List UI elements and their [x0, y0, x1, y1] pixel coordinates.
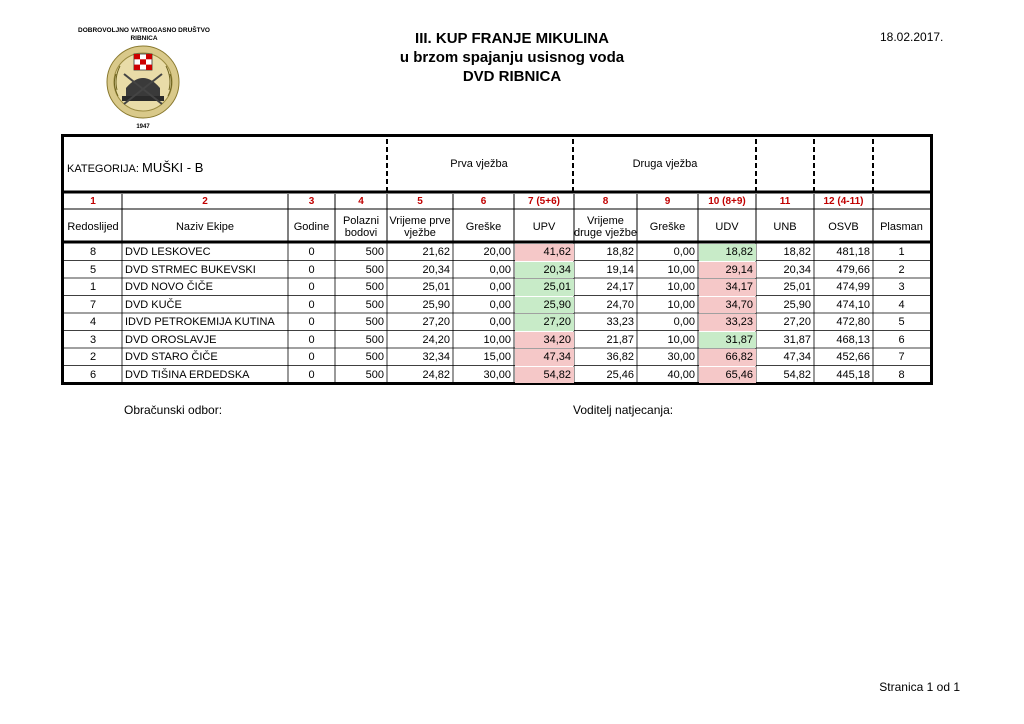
table-cell: 30,00 [483, 368, 511, 381]
table-cell: 500 [365, 333, 384, 346]
team-name: IDVD PETROKEMIJA KUTINA [125, 316, 275, 328]
team-name: DVD STARO ČIČE [125, 351, 218, 363]
table-cell: 481,18 [836, 246, 870, 258]
column-number: 5 [417, 196, 423, 207]
org-line-2: RIBNICA [130, 35, 158, 42]
table-cell: 32,34 [422, 351, 450, 363]
table-cell: 24,70 [606, 298, 634, 311]
category-label [67, 160, 203, 175]
table-cell: 0 [308, 298, 315, 311]
table-cell: 21,62 [422, 246, 450, 258]
column-number: 11 [779, 196, 791, 207]
table-cell: 65,46 [725, 368, 753, 381]
table-cell: 4 [89, 316, 97, 328]
column-header: Godine [293, 221, 330, 233]
document-title [344, 29, 680, 86]
table-cell: 47,34 [783, 351, 811, 363]
team-name: DVD NOVO ČIČE [125, 281, 214, 293]
table-cell: 1 [898, 246, 905, 258]
title-line-2: u brzom spajanju usisnog voda [399, 49, 625, 66]
column-number: 7 (5+6) [528, 196, 560, 207]
table-cell: 0 [308, 368, 315, 381]
team-name: DVD STRMEC BUKEVSKI [125, 263, 256, 276]
table-cell: 20,34 [783, 263, 811, 276]
column-header: Redoslijed [67, 221, 119, 233]
column-header: Vrijeme druge vježbe [574, 215, 637, 239]
table-cell: 0,00 [489, 281, 511, 293]
column-number: 1 [90, 196, 96, 207]
table-cell: 5 [89, 263, 97, 276]
calculation-committee-sign: Obračunski odbor: [124, 403, 223, 417]
column-header: Naziv Ekipe [175, 221, 235, 233]
table-cell: 20,34 [422, 263, 450, 276]
table-cell: 474,99 [836, 281, 870, 293]
table-cell: 0,00 [489, 298, 511, 311]
table-cell: 3 [898, 281, 905, 293]
table-cell: 34,17 [725, 281, 753, 293]
table-cell: 468,13 [836, 333, 870, 346]
table-cell: 54,82 [783, 368, 811, 381]
table-cell: 479,66 [836, 263, 870, 276]
column-number: 4 [358, 196, 364, 207]
table-cell: 31,87 [783, 333, 811, 346]
table-cell: 445,18 [836, 368, 870, 381]
table-cell: 500 [365, 281, 384, 293]
table-cell: 4 [898, 298, 905, 311]
table-cell: 0 [308, 263, 315, 276]
group-first-exercise: Prva vježba [450, 158, 508, 170]
document-date: 18.02.2017. [880, 30, 944, 44]
table-cell: 18,82 [606, 246, 634, 258]
table-cell: 34,70 [725, 298, 753, 311]
table-cell: 1 [89, 281, 97, 293]
table-cell: 54,82 [543, 368, 571, 381]
table-cell: 0 [308, 281, 315, 293]
table-cell: 8 [89, 246, 97, 258]
table-cell: 27,20 [543, 316, 571, 328]
table-cell: 6 [89, 368, 97, 381]
table-cell: 10,00 [667, 281, 695, 293]
competition-leader-sign: Voditelj natjecanja: [573, 403, 674, 417]
table-cell: 0,00 [673, 246, 695, 258]
table-cell: 24,17 [606, 281, 634, 293]
table-cell: 31,87 [725, 333, 753, 346]
column-header: Greške [465, 221, 502, 233]
table-cell: 21,87 [606, 333, 634, 346]
table-cell: 7 [89, 298, 97, 311]
table-cell: 5 [898, 316, 905, 328]
table-cell: 0,00 [489, 316, 511, 328]
results-table [61, 134, 933, 385]
table-cell: 474,10 [836, 298, 870, 311]
table-cell: 25,46 [606, 368, 634, 381]
table-cell: 19,14 [606, 263, 634, 276]
table-cell: 500 [365, 368, 384, 381]
table-cell: 15,00 [483, 351, 511, 363]
table-cell: 20,00 [483, 246, 511, 258]
table-cell: 0 [308, 316, 315, 328]
column-header: OSVB [828, 221, 859, 233]
table-cell: 2 [898, 263, 905, 276]
column-number: 8 [602, 196, 609, 207]
logo-year: 1947 [136, 124, 150, 130]
table-cell: 20,34 [543, 263, 571, 276]
category-value: MUŠKI - B [141, 160, 204, 175]
table-cell: 6 [898, 333, 905, 346]
table-cell: 47,34 [543, 351, 571, 363]
table-cell: 24,82 [422, 368, 450, 381]
table-cell: 0 [308, 351, 315, 363]
column-number: 3 [308, 196, 315, 207]
table-cell: 10,00 [667, 263, 695, 276]
title-line-3: DVD RIBNICA [462, 68, 562, 85]
column-header: Plasman [880, 221, 923, 233]
column-header: UDV [715, 221, 739, 233]
column-header: Greške [649, 221, 686, 233]
team-name: DVD LESKOVEC [125, 246, 211, 258]
table-cell: 34,20 [543, 333, 571, 346]
column-header: Vrijeme prve vježbe [389, 215, 451, 239]
table-cell: 40,00 [667, 368, 695, 381]
table-cell: 0 [308, 333, 315, 346]
team-name: DVD KUČE [125, 298, 182, 311]
table-cell: 41,62 [543, 246, 571, 258]
table-cell: 500 [365, 246, 384, 258]
table-cell: 25,01 [543, 281, 571, 293]
table-cell: 29,14 [725, 263, 753, 276]
table-cell: 27,20 [783, 316, 811, 328]
table-cell: 452,66 [836, 351, 870, 363]
table-cell: 0,00 [673, 316, 695, 328]
table-cell: 66,82 [725, 351, 753, 363]
table-cell: 500 [365, 263, 384, 276]
table-cell: 18,82 [725, 246, 753, 258]
column-number: 6 [480, 196, 487, 207]
group-second-exercise: Druga vježba [632, 158, 698, 170]
table-cell: 25,90 [422, 298, 450, 311]
team-name: DVD TIŠINA ERDEDSKA [125, 368, 250, 381]
table-cell: 7 [898, 351, 905, 363]
table-cell: 25,90 [543, 298, 571, 311]
table-cell: 0 [308, 246, 315, 258]
table-cell: 500 [365, 351, 384, 363]
table-cell: 24,20 [422, 333, 450, 346]
table-cell: 25,01 [783, 281, 811, 293]
table-cell: 10,00 [667, 333, 695, 346]
table-cell: 3 [89, 333, 97, 346]
column-number: 12 (4-11) [823, 196, 864, 207]
fire-brigade-logo [104, 44, 182, 132]
table-cell: 0,00 [489, 263, 511, 276]
table-cell: 33,23 [725, 316, 753, 328]
table-cell: 500 [365, 316, 384, 328]
column-number: 10 (8+9) [708, 196, 746, 207]
title-line-1: III. KUP FRANJE MIKULINA [415, 30, 609, 47]
table-cell: 10,00 [483, 333, 511, 346]
table-cell: 25,01 [422, 281, 450, 293]
table-cell: 30,00 [667, 351, 695, 363]
table-cell: 2 [89, 351, 97, 363]
table-cell: 472,80 [836, 316, 870, 328]
table-cell: 10,00 [667, 298, 695, 311]
table-cell: 33,23 [606, 316, 634, 328]
table-cell: 36,82 [606, 351, 634, 363]
table-cell: 500 [365, 298, 384, 311]
organization-name [60, 27, 228, 43]
column-header: UPV [532, 221, 556, 233]
table-cell: 25,90 [783, 298, 811, 311]
page-number: Stranica 1 od 1 [879, 680, 960, 694]
column-header: Polazni bodovi [342, 215, 380, 239]
team-name: DVD OROSLAVJE [125, 333, 217, 346]
column-header: UNB [773, 221, 797, 233]
table-cell: 18,82 [783, 246, 811, 258]
table-cell: 27,20 [422, 316, 450, 328]
column-number: 2 [202, 196, 208, 207]
column-number: 9 [664, 196, 671, 207]
table-cell: 8 [898, 368, 905, 381]
category-prefix: KATEGORIJA: [67, 163, 142, 175]
org-line-1: DOBROVOLJNO VATROGASNO DRUŠTVO [78, 27, 210, 34]
